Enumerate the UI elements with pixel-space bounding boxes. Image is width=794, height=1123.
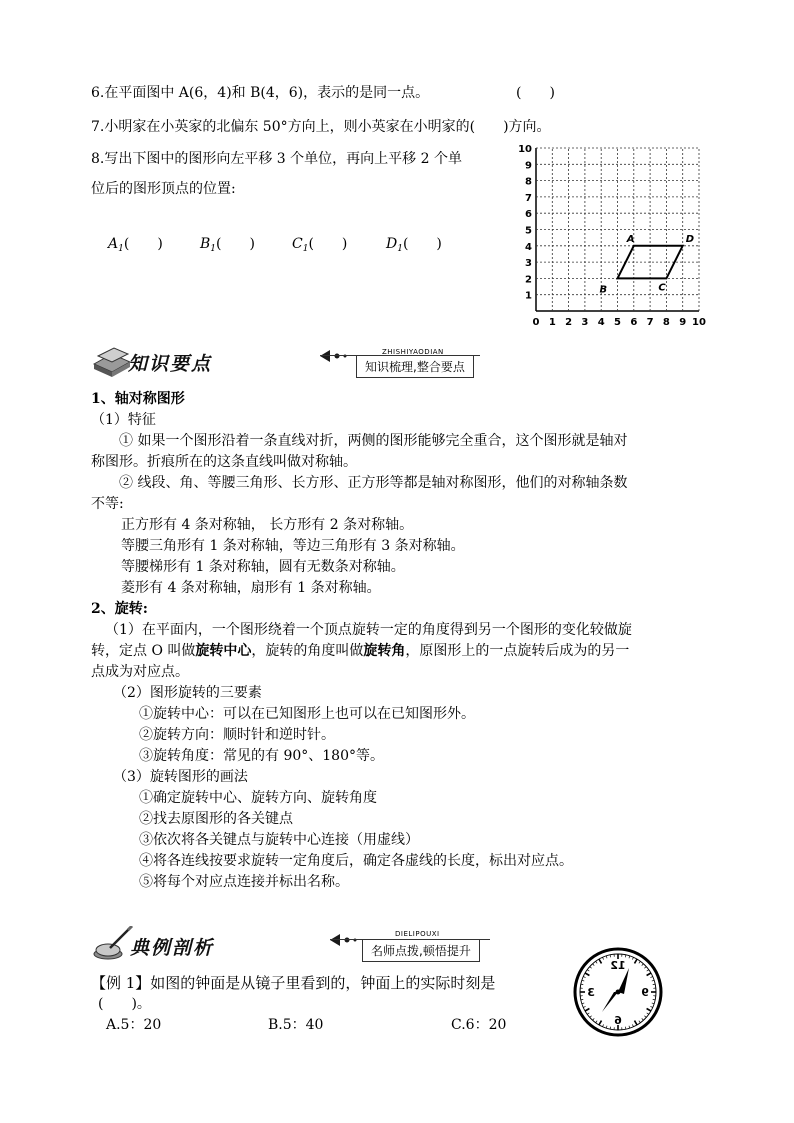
- x-tick-label: 2: [565, 317, 573, 328]
- option-a: A.5：20: [106, 1017, 162, 1033]
- list-item: ②旋转方向：顺时针和逆时针。: [139, 727, 335, 743]
- point-label-b: B: [599, 284, 608, 296]
- term-rotation-angle: 旋转角: [363, 643, 406, 659]
- paragraph: （2）图形旋转的三要素: [113, 685, 262, 701]
- paragraph: 点成为对应点。: [91, 664, 189, 680]
- blank-sub: 1: [397, 244, 403, 254]
- blank-paren: ( ): [402, 236, 442, 252]
- list-item: ①确定旋转中心、旋转方向、旋转角度: [139, 790, 377, 806]
- question-7: 7.小明家在小英家的北偏东 50°方向上，则小英家在小明家的( )方向。: [91, 119, 551, 135]
- blank-letter: A: [108, 236, 119, 252]
- point-label-c: C: [658, 282, 666, 294]
- x-tick-label: 6: [630, 317, 638, 328]
- blank-paren: ( ): [308, 236, 348, 252]
- option-c: C.6：20: [451, 1017, 507, 1033]
- answer-blank-b1: [200, 233, 255, 254]
- point-label-a: A: [626, 233, 635, 245]
- x-tick-label: 0: [532, 317, 540, 328]
- question-8-line-1: 8.写出下图中的图形向左平移 3 个单位，再向上平移 2 个单: [91, 151, 462, 167]
- mirrored-clock-figure: [572, 946, 664, 1038]
- x-tick-label: 1: [548, 317, 556, 328]
- list-item: ④将各连线按要求旋转一定角度后，确定各虚线的长度，标出对应点。: [139, 853, 573, 869]
- paragraph: 不等:: [91, 496, 124, 512]
- blank-letter: C: [292, 236, 303, 252]
- section-tagline: 名师点拨,顿悟提升: [362, 940, 480, 962]
- grid-lines: [536, 148, 699, 311]
- blank-sub: 1: [210, 244, 217, 254]
- clock-numeral-3: 3: [587, 986, 595, 999]
- y-tick-label: 7: [525, 192, 532, 204]
- list-item: ③依次将各关键点与旋转中心连接（用虚线）: [139, 832, 419, 848]
- term-rotation-center: 旋转中心: [195, 643, 252, 659]
- paragraph: （1）在平面内，一个图形绕着一个顶点旋转一定的角度得到另一个图形的变化较做旋: [105, 622, 632, 638]
- clock-numeral-6: 6: [614, 1014, 622, 1027]
- y-tick-label: 9: [525, 160, 532, 172]
- question-6-answer-blank: ( ): [516, 85, 555, 101]
- y-tick-label: 6: [525, 209, 532, 221]
- heading-axis-symmetry: 1、轴对称图形: [91, 391, 185, 407]
- coordinate-grid-figure: [510, 145, 710, 330]
- question-8-line-2: 位后的图形顶点的位置:: [91, 181, 236, 197]
- clock-numeral-12: 12: [610, 959, 626, 972]
- x-tick-label: 7: [646, 317, 654, 328]
- x-tick-label: 4: [597, 317, 605, 328]
- arrow-bullet-icon: [320, 350, 350, 362]
- y-tick-label: 3: [525, 258, 532, 270]
- y-tick-label: 10: [518, 145, 532, 155]
- section-pinyin: DIELIPOUXI: [395, 930, 440, 938]
- blank-letter: B: [200, 236, 211, 252]
- pen-and-ink-icon: [90, 926, 134, 962]
- list-item: 正方形有 4 条对称轴， 长方形有 2 条对称轴。: [121, 517, 414, 533]
- list-item: 等腰梯形有 1 条对称轴，圆有无数条对称轴。: [121, 559, 405, 575]
- section-banner-knowledge: [90, 342, 480, 382]
- text-span: ，旋转的角度叫做: [251, 643, 364, 659]
- list-item: ⑤将每个对应点连接并标出名称。: [139, 874, 349, 890]
- y-tick-label: 1: [525, 290, 532, 302]
- grid-labels: [518, 145, 706, 328]
- y-tick-label: 5: [525, 225, 532, 237]
- list-item: ③旋转角度：常见的有 90°、180°等。: [139, 748, 384, 764]
- x-tick-label: 9: [679, 317, 687, 328]
- option-b: B.5：40: [268, 1017, 324, 1033]
- text-span: ，原图形上的一点旋转后成为的另一: [405, 643, 630, 659]
- question-6-text: 6.在平面图中 A(6，4)和 B(4，6)，表示的是同一点。: [91, 85, 430, 101]
- blank-paren: ( ): [216, 236, 255, 252]
- x-tick-label: 10: [692, 317, 706, 328]
- paragraph: （3）旋转图形的画法: [113, 769, 248, 785]
- example-1-answer-blank: ( )。: [98, 996, 151, 1012]
- point-label-d: D: [685, 233, 695, 245]
- list-item: ①旋转中心：可以在已知图形上也可以在已知图形外。: [139, 706, 475, 722]
- x-tick-label: 8: [662, 317, 670, 328]
- answer-blank-c1: [292, 233, 347, 254]
- y-tick-label: 2: [525, 274, 532, 286]
- list-item: 菱形有 4 条对称轴，扇形有 1 条对称轴。: [121, 580, 381, 596]
- section-pinyin: ZHISHIYAODIAN: [382, 348, 444, 356]
- list-item: ②找去原图形的各关键点: [139, 811, 293, 827]
- blank-paren: ( ): [123, 236, 163, 252]
- list-item: 等腰三角形有 1 条对称轴，等边三角形有 3 条对称轴。: [121, 538, 465, 554]
- heading-rotation: 2、旋转:: [91, 601, 148, 617]
- paragraph: （1）特征: [91, 412, 156, 428]
- clock-center: [616, 990, 621, 995]
- answer-blank-d1: [386, 233, 442, 254]
- section-title: 典例剖析: [130, 937, 215, 959]
- x-tick-label: 3: [581, 317, 589, 328]
- clock-numeral-9: 9: [641, 986, 649, 999]
- paragraph: [91, 640, 629, 660]
- text-span: 转，定点 O 叫做: [91, 643, 196, 659]
- paragraph: ① 如果一个图形沿着一条直线对折，两侧的图形能够完全重合，这个图形就是轴对: [119, 433, 628, 449]
- section-title: 知识要点: [128, 353, 213, 375]
- question-6: [91, 82, 429, 102]
- answer-blank-a1: [108, 233, 163, 254]
- blank-sub: 1: [118, 244, 124, 254]
- y-tick-label: 8: [525, 176, 532, 188]
- section-banner-examples: [90, 926, 490, 966]
- section-tagline: 知识梳理,整合要点: [356, 356, 474, 378]
- paragraph: 称图形。折痕所在的这条直线叫做对称轴。: [91, 454, 357, 470]
- x-tick-label: 5: [614, 317, 621, 328]
- arrow-bullet-icon: [330, 934, 360, 946]
- blank-sub: 1: [302, 244, 309, 254]
- example-1-question: 【例 1】如图的钟面是从镜子里看到的，钟面上的实际时刻是: [91, 974, 496, 992]
- paragraph: ② 线段、角、等腰三角形、长方形、正方形等都是轴对称图形，他们的对称轴条数: [119, 475, 628, 491]
- blank-letter: D: [386, 236, 398, 252]
- y-tick-label: 4: [525, 241, 532, 253]
